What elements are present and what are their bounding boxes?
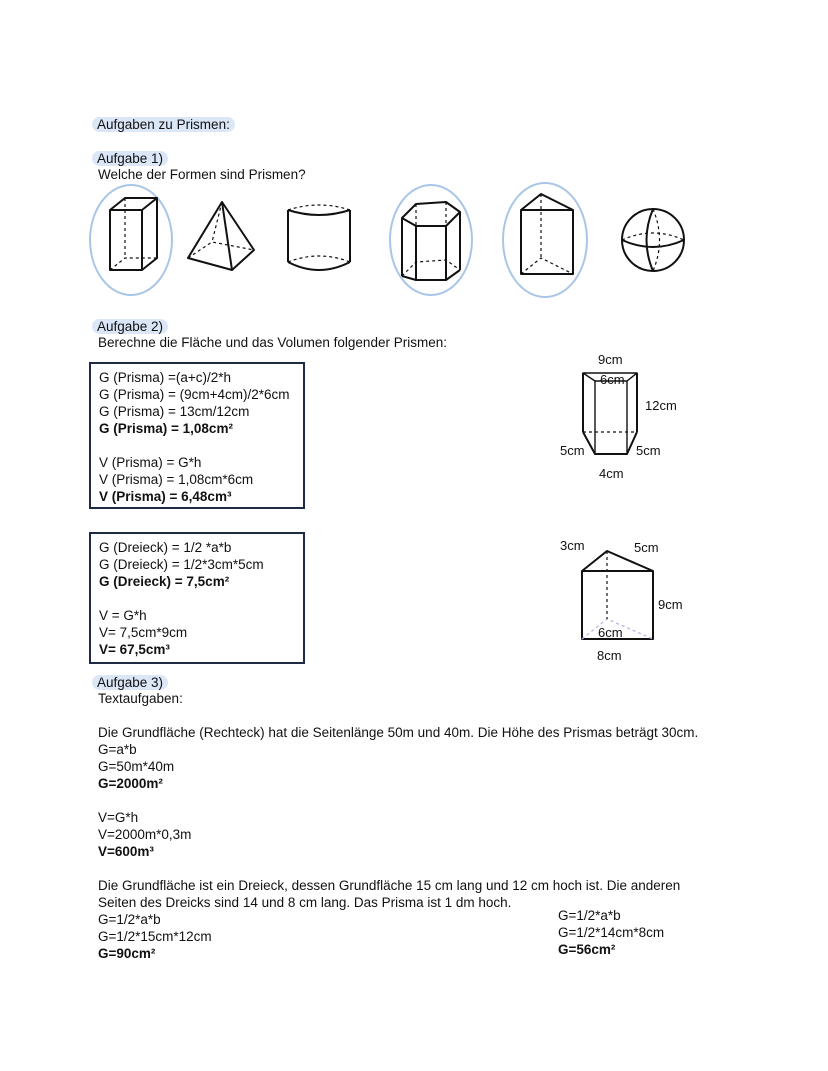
hexagonal-prism-icon [402, 202, 460, 280]
box1-line: G (Prisma) =(a+c)/2*h [99, 370, 232, 385]
calc1-line: V=G*h [98, 810, 139, 825]
box2-line: G (Dreieck) = 1/2 *a*b [99, 540, 232, 555]
pyramid-icon [188, 202, 254, 270]
fig2-right-label: 5cm [634, 540, 659, 555]
task3-paragraph-2b: Seiten des Dreicks sind 14 und 8 cm lang. Das Prisma ist 1 dm hoch. [98, 895, 512, 910]
shapes-row [0, 180, 828, 310]
fig2-height-label: 9cm [658, 597, 683, 612]
calc3-line: G=1/2*a*b [558, 908, 621, 923]
task3-paragraph-1: Die Grundfläche (Rechteck) hat die Seitenlänge 50m und 40m. Die Höhe des Prismas beträgt 30cm. [98, 725, 699, 740]
task3-subtitle: Textaufgaben: [98, 691, 183, 706]
triangular-prism-figure [0, 535, 828, 655]
fig2-bottom-label: 8cm [597, 648, 622, 663]
task2-question: Berechne die Fläche und das Volumen folgender Prismen: [98, 335, 447, 350]
page-title: Aufgaben zu Prismen: [92, 116, 235, 133]
fig2-inner-label: 6cm [598, 625, 623, 640]
task2-heading: Aufgabe 2) [92, 318, 168, 335]
fig1-inner-label: 6cm [600, 372, 625, 387]
task3-paragraph-2a: Die Grundfläche ist ein Dreieck, dessen Grundfläche 15 cm lang und 12 cm hoch ist. Die anderen [98, 878, 681, 893]
square-prism-icon [110, 198, 157, 270]
calc1-line: G=a*b [98, 742, 137, 757]
fig1-right-label: 5cm [636, 443, 661, 458]
trapezoid-prism-figure [0, 340, 828, 480]
calc1-result-area: G=2000m² [98, 776, 163, 791]
task3-heading: Aufgabe 3) [92, 674, 168, 691]
box1-line: V (Prisma) = 1,08cm*6cm [99, 472, 254, 487]
fig2-left-label: 3cm [560, 538, 585, 553]
box1-result-area: G (Prisma) = 1,08cm² [99, 421, 233, 436]
calc2-result: G=90cm² [98, 946, 156, 961]
fig1-height-label: 12cm [645, 398, 677, 413]
fig1-top-label: 9cm [598, 352, 623, 367]
calc1-result-volume: V=600m³ [98, 844, 154, 859]
box1-line: G (Prisma) = 13cm/12cm [99, 404, 250, 419]
box2-line: G (Dreieck) = 1/2*3cm*5cm [99, 557, 264, 572]
selection-circle-1 [90, 185, 172, 295]
sphere-icon [622, 209, 684, 271]
cylinder-icon [288, 205, 350, 270]
calc1-line: G=50m*40m [98, 759, 175, 774]
triangular-prism-icon [521, 194, 573, 274]
fig1-left-label: 5cm [560, 443, 585, 458]
calc3-result: G=56cm² [558, 942, 616, 957]
box2-line: V= 7,5cm*9cm [99, 625, 188, 640]
calc3-line: G=1/2*14cm*8cm [558, 925, 665, 940]
calc2-line: G=1/2*15cm*12cm [98, 929, 212, 944]
box2-result-area: G (Dreieck) = 7,5cm² [99, 574, 230, 589]
calc2-line: G=1/2*a*b [98, 912, 161, 927]
calc1-line: V=2000m*0,3m [98, 827, 192, 842]
box2-result-volume: V= 67,5cm³ [99, 642, 170, 657]
box1-line: V (Prisma) = G*h [99, 455, 202, 470]
box2-line: V = G*h [99, 608, 147, 623]
fig1-bottom-label: 4cm [599, 466, 624, 481]
box1-result-volume: V (Prisma) = 6,48cm³ [99, 489, 232, 504]
task1-question: Welche der Formen sind Prismen? [98, 167, 306, 182]
box1-line: G (Prisma) = (9cm+4cm)/2*6cm [99, 387, 290, 402]
selection-circle-5 [503, 183, 587, 297]
task1-heading: Aufgabe 1) [92, 150, 168, 167]
